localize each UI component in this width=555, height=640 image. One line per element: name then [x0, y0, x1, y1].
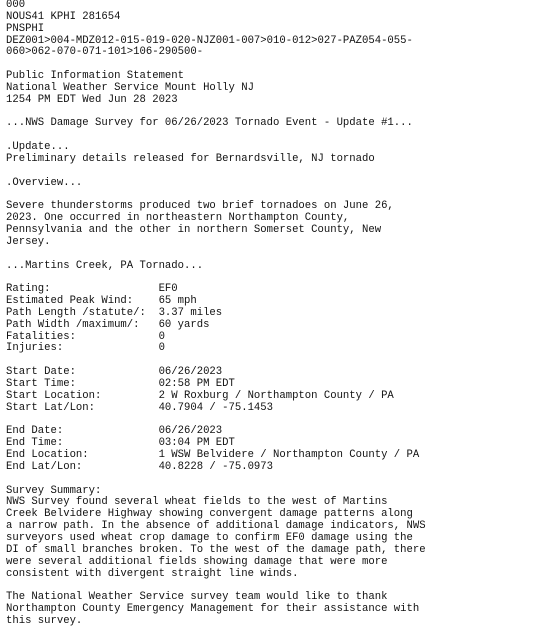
document-line: Rating: EF0	[6, 283, 178, 296]
document-line: Estimated Peak Wind: 65 mph	[6, 295, 197, 308]
document-line: End Date: 06/26/2023	[6, 425, 223, 438]
document-line: Start Lat/Lon: 40.7904 / -75.1453	[6, 401, 274, 414]
document-line: National Weather Service Mount Holly NJ	[6, 81, 254, 94]
document-line: Jersey.	[6, 235, 51, 248]
document-line: Preliminary details released for Bernardsville, NJ tornado	[6, 152, 375, 165]
document-line: Path Width /maximum/: 60 yards	[6, 318, 210, 331]
document-line: End Location: 1 WSW Belvidere / Northampton County / PA	[6, 449, 420, 462]
document-line: surveyors used wheat crop damage to confirm EF0 damage using the	[6, 531, 413, 544]
document-line: Fatalities: 0	[6, 330, 165, 343]
document-line: The National Weather Service survey team would like to thank	[6, 591, 388, 604]
document-line: were several additional fields showing damage that were more	[6, 555, 388, 568]
document-line: DEZ001>004-MDZ012-015-019-020-NJZ001-007>010-012>027-PAZ054-055-	[6, 34, 413, 47]
document-line: a narrow path. In the absence of additional damage indicators, NWS	[6, 520, 426, 533]
document-line: End Time: 03:04 PM EDT	[6, 437, 235, 450]
document-line: .Update...	[6, 141, 70, 154]
document-line: .Overview...	[6, 176, 83, 189]
document-line	[6, 130, 555, 142]
document-line: DI of small branches broken. To the west of the damage path, there	[6, 543, 426, 556]
document-line: 000	[6, 0, 26, 11]
document-line	[6, 249, 555, 261]
document-line: Public Information Statement	[6, 70, 185, 83]
document-line: Pennsylvania and the other in northern Somerset County, New	[6, 224, 382, 237]
document-line	[6, 474, 555, 486]
document-line: NOUS41 KPHI 281654	[6, 10, 121, 23]
document-line: Injuries: 0	[6, 342, 165, 355]
document-line: Path Length /statute/: 3.37 miles	[6, 306, 223, 319]
document-line: End Lat/Lon: 40.8228 / -75.0973	[6, 460, 274, 473]
document-line	[6, 166, 555, 178]
document-line: 060>062-070-071-101>106-290500-	[6, 46, 204, 59]
document-line: NWS Survey found several wheat fields to the west of Martins	[6, 496, 388, 509]
document-line: PNSPHI	[6, 22, 45, 35]
document-line: ...Martins Creek, PA Tornado...	[6, 259, 204, 272]
document-line: Start Location: 2 W Roxburg / Northampton County / PA	[6, 389, 394, 402]
document-line: 1254 PM EDT Wed Jun 28 2023	[6, 93, 178, 106]
document-line: 2023. One occurred in northeastern Northampton County,	[6, 212, 350, 225]
document-line: Survey Summary:	[6, 484, 102, 497]
document-line: ...NWS Damage Survey for 06/26/2023 Tornado Event - Update #1...	[6, 117, 413, 130]
document-line: Start Date: 06/26/2023	[6, 366, 223, 379]
document-line: consistent with divergent straight line winds.	[6, 567, 299, 580]
document-line: Creek Belvidere Highway showing convergent damage patterns along	[6, 508, 413, 521]
document-line: Northampton County Emergency Management for their assistance with	[6, 603, 420, 616]
document-line: this survey.	[6, 614, 83, 627]
document-line: Severe thunderstorms produced two brief tornadoes on June 26,	[6, 200, 394, 213]
document-line: Start Time: 02:58 PM EDT	[6, 378, 235, 390]
